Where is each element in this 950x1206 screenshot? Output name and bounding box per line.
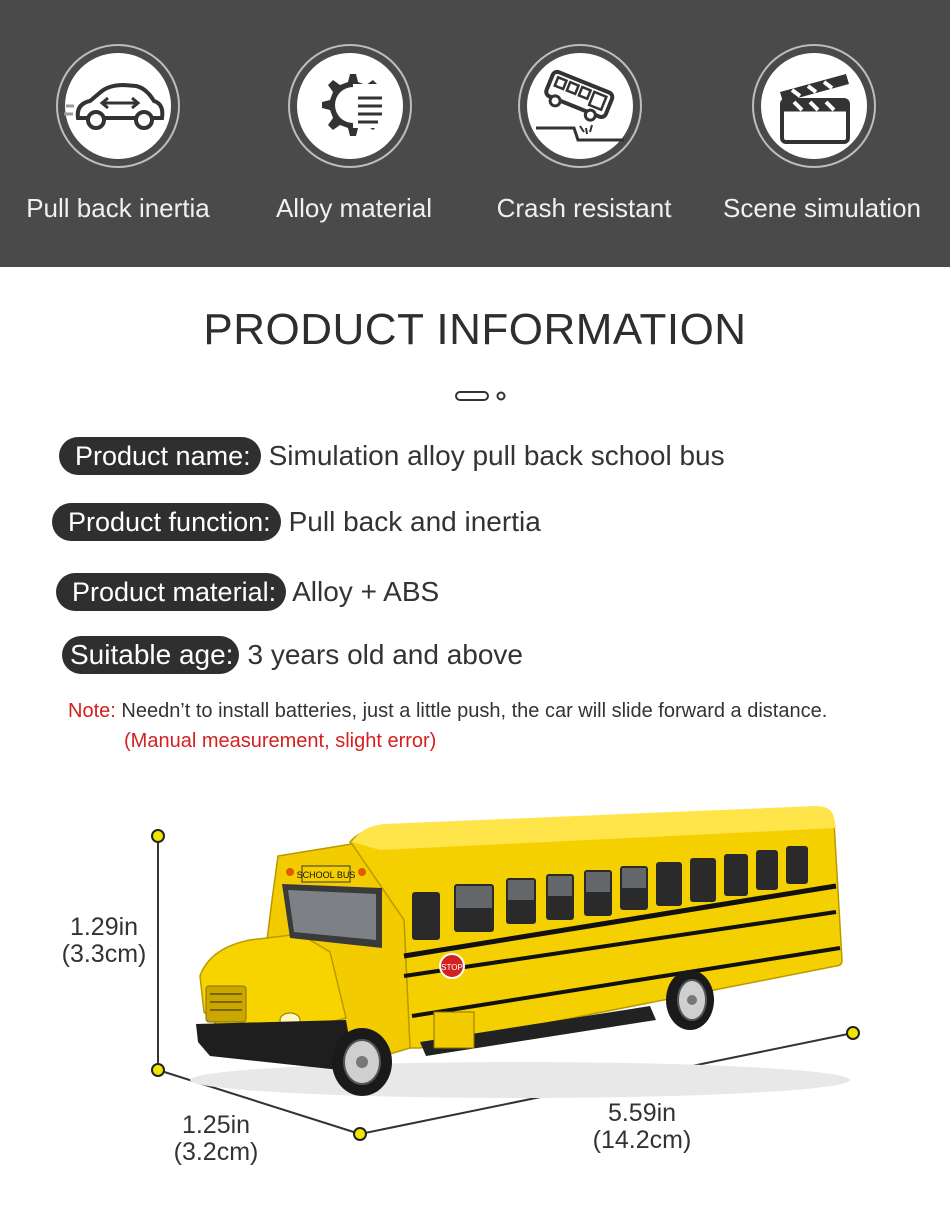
feature-label: Scene simulation (723, 193, 921, 223)
width-label (166, 1112, 266, 1166)
feature-crash (469, 0, 699, 267)
info-row-function (52, 502, 541, 542)
bus-dimension-diagram (0, 780, 950, 1206)
info-row-name (59, 436, 725, 476)
feature-icon-ring (56, 44, 180, 168)
info-value: Pull back and inertia (288, 506, 541, 537)
info-label: Suitable age: (62, 636, 239, 674)
note-text: Needn’t to install batteries, just a little push, the car will slide forward a distance. (121, 700, 828, 722)
length-cm: (14.2cm) (592, 1126, 692, 1154)
info-value: Simulation alloy pull back school bus (268, 440, 725, 471)
note (68, 700, 827, 723)
note-label: Note: (68, 700, 116, 722)
clapperboard-icon (754, 46, 874, 166)
info-label: Product material: (56, 573, 286, 611)
width-cm: (3.2cm) (173, 1138, 259, 1166)
info-label: Product name: (59, 437, 261, 475)
feature-scene (707, 0, 937, 267)
height-in: 1.29in (69, 913, 139, 941)
bus-sign-text: SCHOOL BUS (296, 870, 356, 880)
length-label (580, 1100, 704, 1154)
length-in: 5.59in (607, 1099, 677, 1127)
feature-alloy (239, 0, 469, 267)
title-divider-icon (455, 389, 507, 403)
feature-pull-back (3, 0, 233, 267)
front-wheel (332, 1028, 392, 1096)
height-cm: (3.3cm) (61, 940, 147, 968)
stop-sign-text: STOP (441, 963, 463, 972)
feature-label: Alloy material (275, 193, 433, 223)
feature-label: Crash resistant (496, 193, 672, 223)
front-corner-dot (354, 1128, 366, 1140)
car-icon (58, 46, 178, 166)
feature-label: Pull back inertia (26, 193, 210, 223)
feature-icon-ring (752, 44, 876, 168)
crash-bus-icon (520, 46, 640, 166)
gear-icon (290, 46, 410, 166)
info-value: 3 years old and above (247, 639, 523, 670)
feature-icon-ring (288, 44, 412, 168)
info-value: Alloy + ABS (292, 576, 440, 607)
rear-wheel (666, 970, 714, 1030)
school-bus-image (196, 806, 842, 1096)
rear-corner-dot (847, 1027, 859, 1039)
corner-dot (152, 1064, 164, 1076)
page-title: PRODUCT INFORMATION (203, 305, 747, 354)
info-row-age (62, 635, 523, 675)
height-top-dot (152, 830, 164, 842)
width-in: 1.25in (181, 1111, 251, 1139)
info-row-material (56, 572, 439, 612)
feature-banner (0, 0, 950, 267)
note-sub: (Manual measurement, slight error) (124, 730, 437, 752)
info-label: Product function: (52, 503, 281, 541)
feature-icon-ring (518, 44, 642, 168)
height-label (56, 914, 152, 968)
